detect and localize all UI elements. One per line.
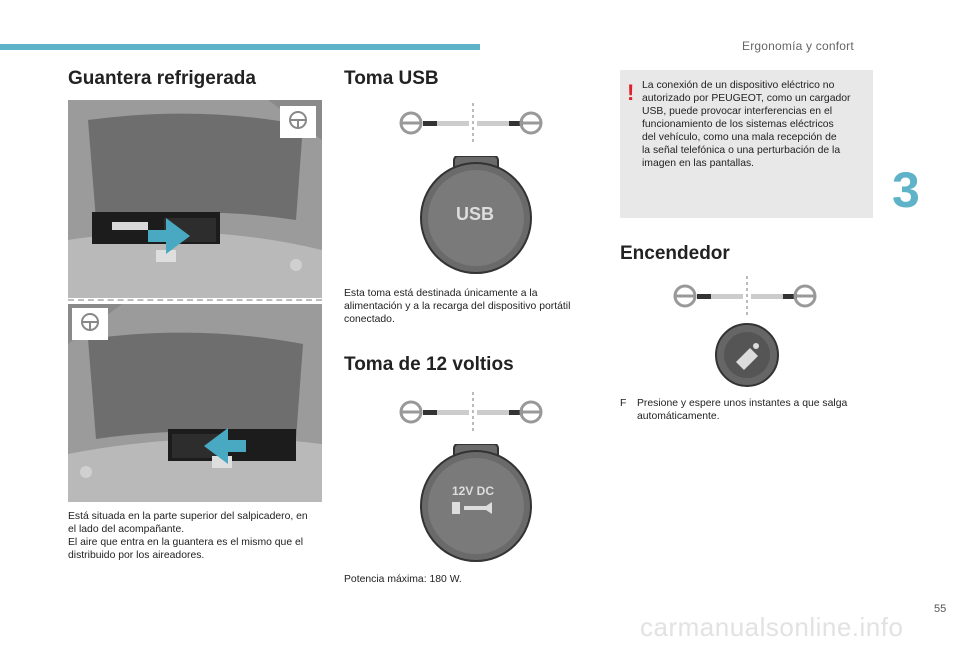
photo-separator — [68, 299, 322, 301]
socket12-location-icons — [393, 392, 553, 436]
glovebox-text: Está situada en la parte superior del salpicadero, en el lado del acompañante. El aire que entra en la guantera es el mismo que el distribuido por los aireadores. — [68, 511, 308, 561]
glovebox-title: Guantera refrigerada — [68, 68, 256, 89]
section-label: Ergonomía y confort — [742, 39, 854, 53]
warning-exclamation-icon: ! — [627, 80, 635, 105]
usb-socket-illustration — [416, 156, 536, 274]
usb-title: Toma USB — [344, 68, 439, 89]
usb-socket-label: USB — [456, 204, 495, 224]
warning-text: La conexión de un dispositivo eléctrico no autorizado por PEUGEOT, como un cargador USB, puede provocar interferencias en el funcionamiento de los sistemas eléctricos del vehículo, como una mala recepción de la señal telefónica o una perturbación de la imagen en las pantallas. — [642, 80, 851, 169]
lighter-title: Encendedor — [620, 243, 730, 264]
watermark: carmanualsonline.info — [640, 612, 904, 642]
lighter-text: Presione y espere unos instantes a que salga automáticamente. — [637, 398, 848, 422]
lighter-bullet: F — [620, 398, 627, 409]
lighter-illustration — [714, 322, 780, 388]
usb-location-icons — [393, 103, 553, 147]
page-number: 55 — [934, 603, 947, 615]
socket12-title: Toma de 12 voltios — [344, 354, 514, 375]
socket12-illustration — [416, 444, 536, 562]
top-accent-bar — [0, 44, 480, 50]
lighter-location-icons — [667, 276, 827, 320]
chapter-number: 3 — [892, 162, 920, 218]
socket12-label: 12V DC — [452, 484, 495, 498]
glovebox-photo-top — [68, 100, 322, 298]
glovebox-photo-bottom — [68, 304, 322, 502]
usb-text: Esta toma está destinada únicamente a la alimentación y a la recarga del dispositivo portátil conectado. — [344, 288, 571, 325]
steering-wheel-icon — [401, 113, 421, 133]
socket12-text: Potencia máxima: 180 W. — [344, 574, 462, 585]
